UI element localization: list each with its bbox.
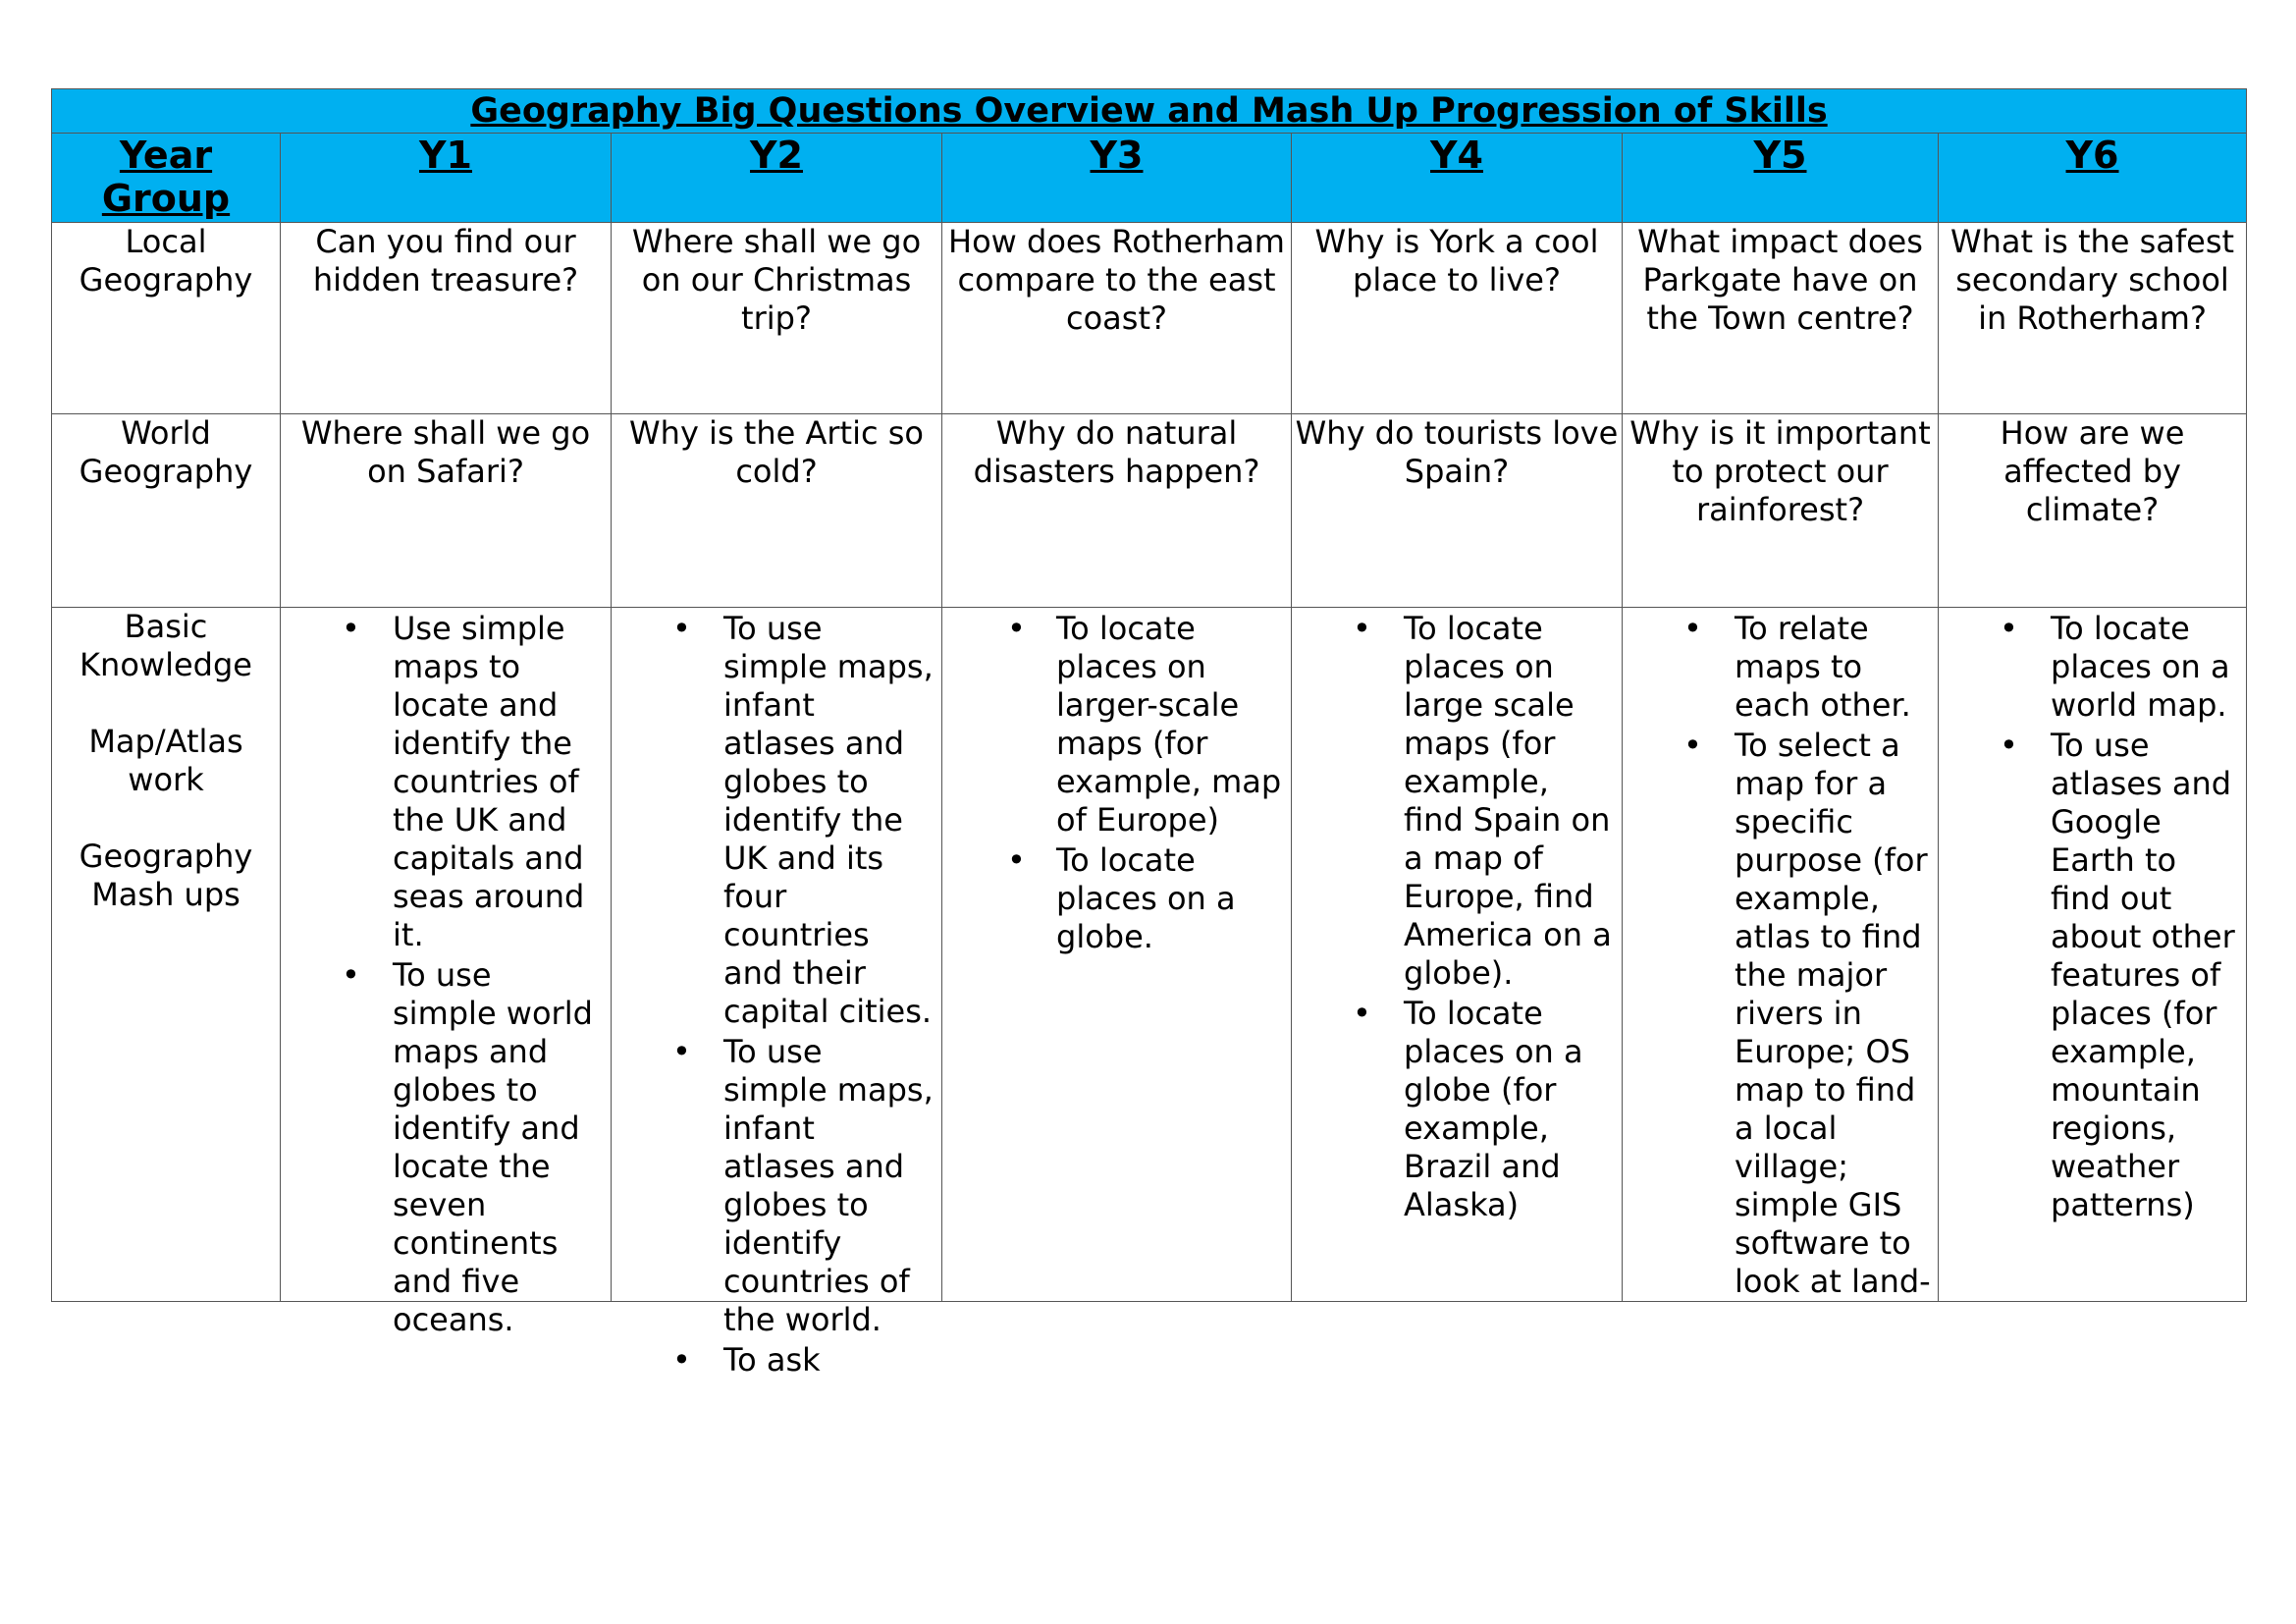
skills-list-y1 xyxy=(281,610,611,1339)
header-y5: Y5 xyxy=(1623,134,1939,223)
header-row xyxy=(52,134,2247,223)
header-y1: Y1 xyxy=(281,134,612,223)
list-item: • To use simple maps, infant atlases and globes to identify countries of the world. xyxy=(612,1033,941,1339)
basic-label-line5: Geography xyxy=(79,838,253,875)
basic-skills-y2 xyxy=(612,608,942,1379)
basic-skills-y3 xyxy=(942,608,1292,1302)
title-row xyxy=(52,89,2247,134)
cell-content xyxy=(942,610,1291,1301)
basic-skills-y6 xyxy=(1939,608,2247,1302)
basic-label-line6: Mash ups xyxy=(91,876,240,913)
list-item: • To ask xyxy=(612,1341,941,1380)
list-item: • To relate maps to each other. xyxy=(1623,610,1938,725)
list-item: • Use simple maps to locate and identify the countries of the UK and capitals and seas around it. xyxy=(281,610,611,954)
list-item: • To use atlases and Google Earth to find out about other features of places (for example, mountain regions, weather patterns) xyxy=(1939,727,2246,1224)
list-item: • To locate places on larger-scale maps (for example, map of Europe) xyxy=(942,610,1291,839)
cell-content xyxy=(1623,610,1938,1301)
overview-table xyxy=(51,88,2247,1379)
local-geography-row xyxy=(52,223,2247,414)
local-question-y5: What impact does Parkgate have on the Town centre? xyxy=(1623,223,1939,414)
basic-skills-y4 xyxy=(1292,608,1623,1302)
list-item: • To use simple maps, infant atlases and globes to identify the UK and its four countries and their capital cities. xyxy=(612,610,941,1031)
local-geography-label xyxy=(52,223,281,414)
local-question-y3: How does Rotherham compare to the east coast? xyxy=(942,223,1292,414)
list-item: • To locate places on a world map. xyxy=(1939,610,2246,725)
header-y2: Y2 xyxy=(612,134,942,223)
skills-list-y4 xyxy=(1292,610,1622,1224)
local-question-y1: Can you find our hidden treasure? xyxy=(281,223,612,414)
local-question-y4: Why is York a cool place to live? xyxy=(1292,223,1623,414)
basic-label-line4: work xyxy=(128,761,204,798)
cell-content xyxy=(1292,610,1622,1301)
basic-skills-y1 xyxy=(281,608,612,1338)
year-group-header xyxy=(52,134,281,223)
world-label-line2: Geography xyxy=(79,453,253,490)
world-question-y1: Where shall we go on Safari? xyxy=(281,414,612,608)
local-label-line1: Local xyxy=(125,223,207,260)
cell-content xyxy=(281,610,611,1338)
world-question-y6: How are we affected by climate? xyxy=(1939,414,2247,608)
list-item: • To select a map for a specific purpose (for example, atlas to find the major rivers in Europe; OS map to find a local village; simple GIS software to look at land- xyxy=(1623,727,1938,1301)
world-question-y3: Why do natural disasters happen? xyxy=(942,414,1292,608)
world-question-y5: Why is it important to protect our rainforest? xyxy=(1623,414,1939,608)
skills-list-y5 xyxy=(1623,610,1938,1301)
local-question-y2: Where shall we go on our Christmas trip? xyxy=(612,223,942,414)
skills-list-y2 xyxy=(612,610,941,1380)
basic-label-line1: Basic xyxy=(124,608,208,645)
world-label-line1: World xyxy=(121,414,211,452)
skills-list-y6 xyxy=(1939,610,2246,1224)
header-y3: Y3 xyxy=(942,134,1292,223)
cell-content xyxy=(612,610,941,1379)
world-question-y2: Why is the Artic so cold? xyxy=(612,414,942,608)
world-question-y4: Why do tourists love Spain? xyxy=(1292,414,1623,608)
label-spacer xyxy=(52,799,280,838)
basic-knowledge-label xyxy=(52,608,281,1302)
document-title: Geography Big Questions Overview and Mash Up Progression of Skills xyxy=(52,89,2247,134)
label-spacer xyxy=(52,684,280,723)
world-geography-label xyxy=(52,414,281,608)
skills-list-y3 xyxy=(942,610,1291,956)
cell-content xyxy=(1939,610,2246,1301)
year-group-line2: Group xyxy=(101,177,231,220)
basic-skills-y5 xyxy=(1623,608,1939,1302)
basic-label-line2: Knowledge xyxy=(80,646,252,683)
local-question-y6: What is the safest secondary school in Rotherham? xyxy=(1939,223,2247,414)
list-item: • To locate places on a globe (for example, Brazil and Alaska) xyxy=(1292,995,1622,1224)
world-geography-row xyxy=(52,414,2247,608)
header-y6: Y6 xyxy=(1939,134,2247,223)
header-y4: Y4 xyxy=(1292,134,1623,223)
local-label-line2: Geography xyxy=(79,261,253,298)
basic-knowledge-row xyxy=(52,608,2247,1302)
list-item: • To locate places on large scale maps (for example, find Spain on a map of Europe, find America on a globe). xyxy=(1292,610,1622,993)
basic-label-line3: Map/Atlas xyxy=(88,723,243,760)
list-item: • To use simple world maps and globes to identify and locate the seven continents and five oceans. xyxy=(281,956,611,1339)
list-item: • To locate places on a globe. xyxy=(942,841,1291,956)
year-group-line1: Year xyxy=(119,134,213,177)
